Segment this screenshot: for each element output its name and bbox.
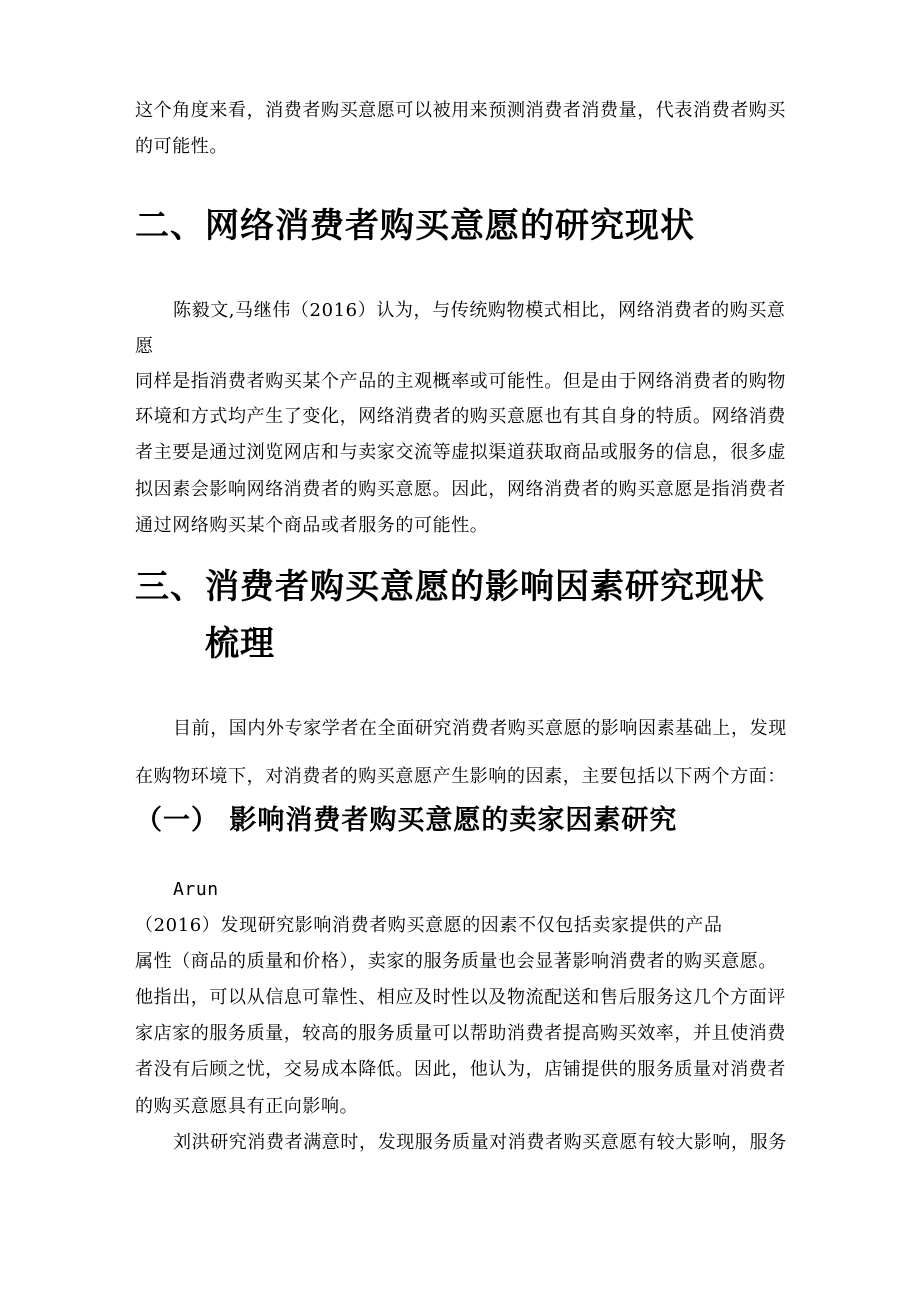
- section-3-paragraph-line: 目前，国内外专家学者在全面研究消费者购买意愿的影响因素基础上，发现: [173, 718, 787, 739]
- section-2-paragraph-line: 同样是指消费者购买某个产品的主观概率或可能性。但是由于网络消费者的购物: [135, 371, 786, 392]
- section-3-paragraph-line: 在购物环境下，对消费者的购买意愿产生影响的因素，主要包括以下两个方面：: [135, 766, 786, 787]
- subsection-1-paragraph-line: 的购买意愿具有正向影响。: [135, 1096, 359, 1117]
- subsection-1-paragraph-line: 家店家的服务质量，较高的服务质量可以帮助消费者提高购买效率，并且使消费: [135, 1023, 786, 1044]
- section-2-paragraph-line: 拟因素会影响网络消费者的购买意愿。因此，网络消费者的购买意愿是指消费者: [135, 479, 786, 500]
- intro-line-1: 这个角度来看，消费者购买意愿可以被用来预测消费者消费量，代表消费者购买: [135, 100, 786, 121]
- subsection-1-heading: （一） 影响消费者购买意愿的卖家因素研究: [135, 805, 678, 836]
- section-3-heading-line-2: 梳理: [205, 624, 275, 664]
- subsection-1-last-line: 刘洪研究消费者满意时，发现服务质量对消费者购买意愿有较大影响，服务: [173, 1132, 787, 1153]
- section-2-paragraph-line: 愿: [135, 336, 154, 357]
- section-2-paragraph-line: 环境和方式均产生了变化，网络消费者的购买意愿也有其自身的特质。网络消费: [135, 406, 786, 427]
- intro-line-2: 的可能性。: [135, 136, 228, 157]
- subsection-1-author: Arun: [173, 879, 219, 900]
- subsection-1-paragraph-line: 他指出，可以从信息可靠性、相应及时性以及物流配送和售后服务这几个方面评: [135, 987, 786, 1008]
- section-2-paragraph-line: 陈毅文,马继伟（2016）认为，与传统购物模式相比，网络消费者的购买意: [173, 300, 786, 321]
- subsection-1-paragraph-line: 者没有后顾之忧，交易成本降低。因此，他认为，店铺提供的服务质量对消费者: [135, 1059, 786, 1080]
- subsection-1-paragraph-line: 属性（商品的质量和价格），卖家的服务质量也会显著影响消费者的购买意愿。: [135, 951, 777, 972]
- section-2-paragraph-line: 通过网络购买某个商品或者服务的可能性。: [135, 515, 489, 536]
- section-3-heading-line-1: 三、消费者购买意愿的影响因素研究现状: [135, 567, 765, 607]
- section-2-heading: 二、网络消费者购买意愿的研究现状: [135, 206, 695, 246]
- section-2-paragraph-line: 者主要是通过浏览网店和与卖家交流等虚拟渠道获取商品或服务的信息，很多虚: [135, 442, 786, 463]
- subsection-1-paragraph-line: （2016）发现研究影响消费者购买意愿的因素不仅包括卖家提供的产品: [135, 915, 723, 936]
